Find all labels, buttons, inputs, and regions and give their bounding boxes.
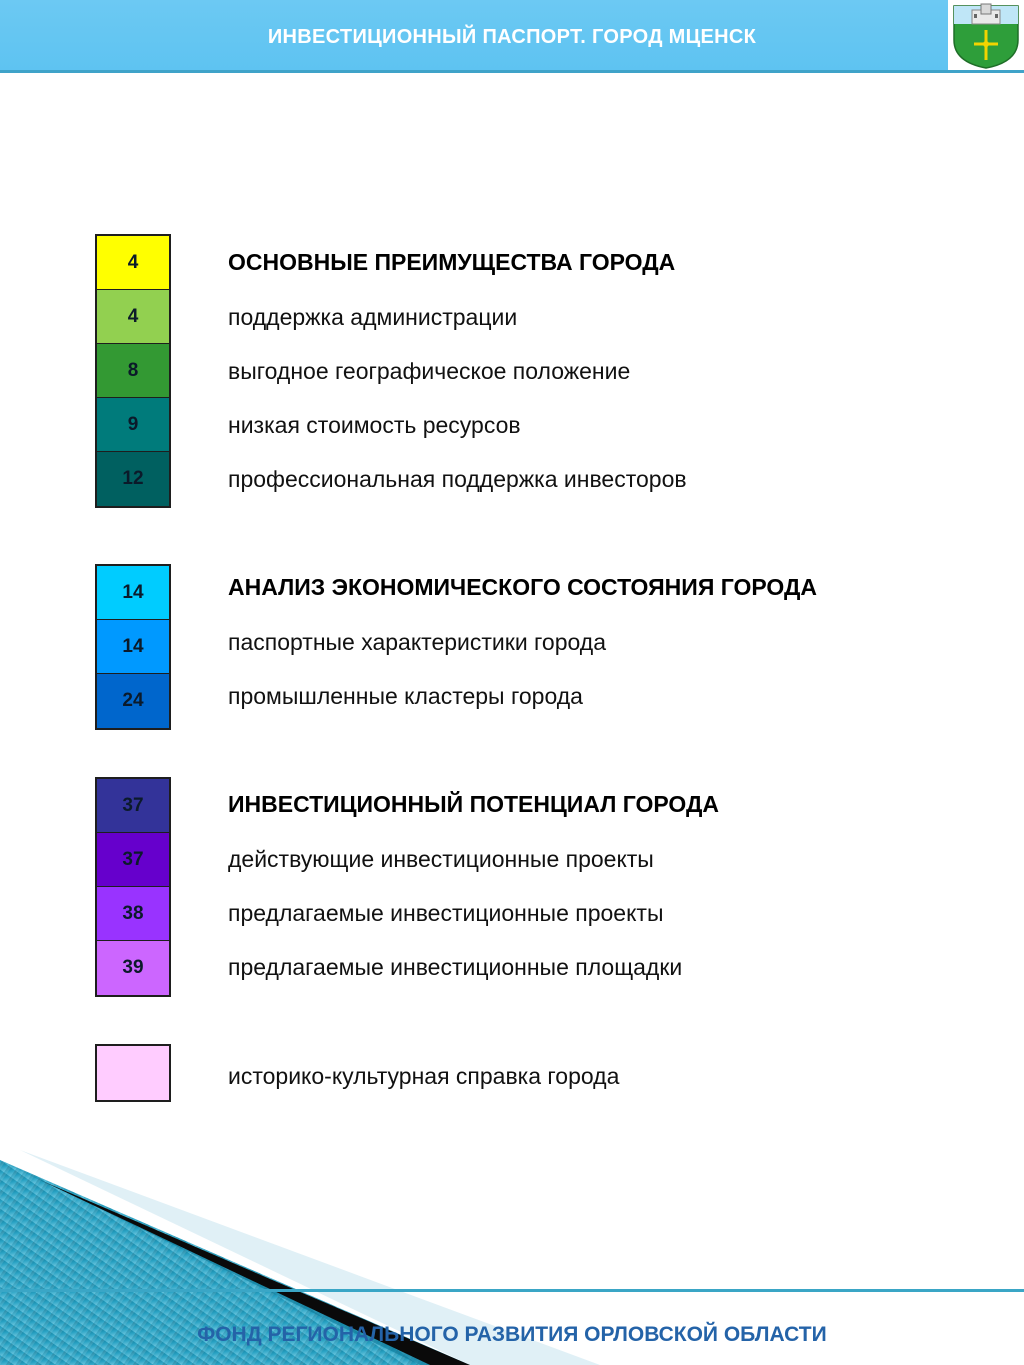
toc-item[interactable]: паспортные характеристики города: [228, 629, 607, 655]
toc-item[interactable]: поддержка администрации: [228, 304, 518, 330]
page-number-cell[interactable]: 14: [97, 566, 169, 620]
footer-caption: ФОНД РЕГИОНАЛЬНОГО РАЗВИТИЯ ОРЛОВСКОЙ ОБЛАСТИ: [197, 1323, 827, 1346]
page-number-cell[interactable]: 8: [97, 344, 169, 398]
page-number-cell[interactable]: 37: [97, 779, 169, 833]
toc-item[interactable]: предлагаемые инвестиционные площадки: [228, 954, 683, 980]
toc-item[interactable]: историко-культурная справка города: [228, 1063, 620, 1089]
page-number-cell[interactable]: 14: [97, 620, 169, 674]
page-number-cell[interactable]: 38: [97, 887, 169, 941]
toc-item[interactable]: низкая стоимость ресурсов: [228, 412, 521, 438]
header-bar: [0, 0, 1024, 73]
toc-item[interactable]: профессиональная поддержка инвесторов: [228, 466, 687, 492]
coat-of-arms-icon: [948, 0, 1024, 70]
page-number-cell[interactable]: 37: [97, 833, 169, 887]
page-number-cell[interactable]: 24: [97, 674, 169, 728]
page-title: ИНВЕСТИЦИОННЫЙ ПАСПОРТ. ГОРОД МЦЕНСК: [267, 26, 757, 48]
toc-item[interactable]: промышленные кластеры города: [228, 683, 583, 709]
page-number-cell[interactable]: 12: [97, 452, 169, 506]
toc-item[interactable]: выгодное географическое положение: [228, 358, 631, 384]
page-number-cell[interactable]: 4: [97, 236, 169, 290]
footer-divider: [0, 1289, 1024, 1292]
page-number-cell[interactable]: 4: [97, 290, 169, 344]
page-index-column: [95, 1044, 171, 1102]
section-heading[interactable]: АНАЛИЗ ЭКОНОМИЧЕСКОГО СОСТОЯНИЯ ГОРОДА: [228, 574, 817, 600]
toc-item[interactable]: действующие инвестиционные проекты: [228, 846, 654, 872]
toc-item[interactable]: предлагаемые инвестиционные проекты: [228, 900, 664, 926]
page-number-cell[interactable]: 39: [97, 941, 169, 995]
page-index-column: [95, 234, 171, 508]
page-number-cell[interactable]: 9: [97, 398, 169, 452]
section-heading[interactable]: ОСНОВНЫЕ ПРЕИМУЩЕСТВА ГОРОДА: [228, 249, 676, 275]
section-heading[interactable]: ИНВЕСТИЦИОННЫЙ ПОТЕНЦИАЛ ГОРОДА: [228, 791, 720, 817]
page-number-cell[interactable]: [97, 1046, 169, 1100]
page-index-column: [95, 564, 171, 730]
page-index-column: [95, 777, 171, 997]
